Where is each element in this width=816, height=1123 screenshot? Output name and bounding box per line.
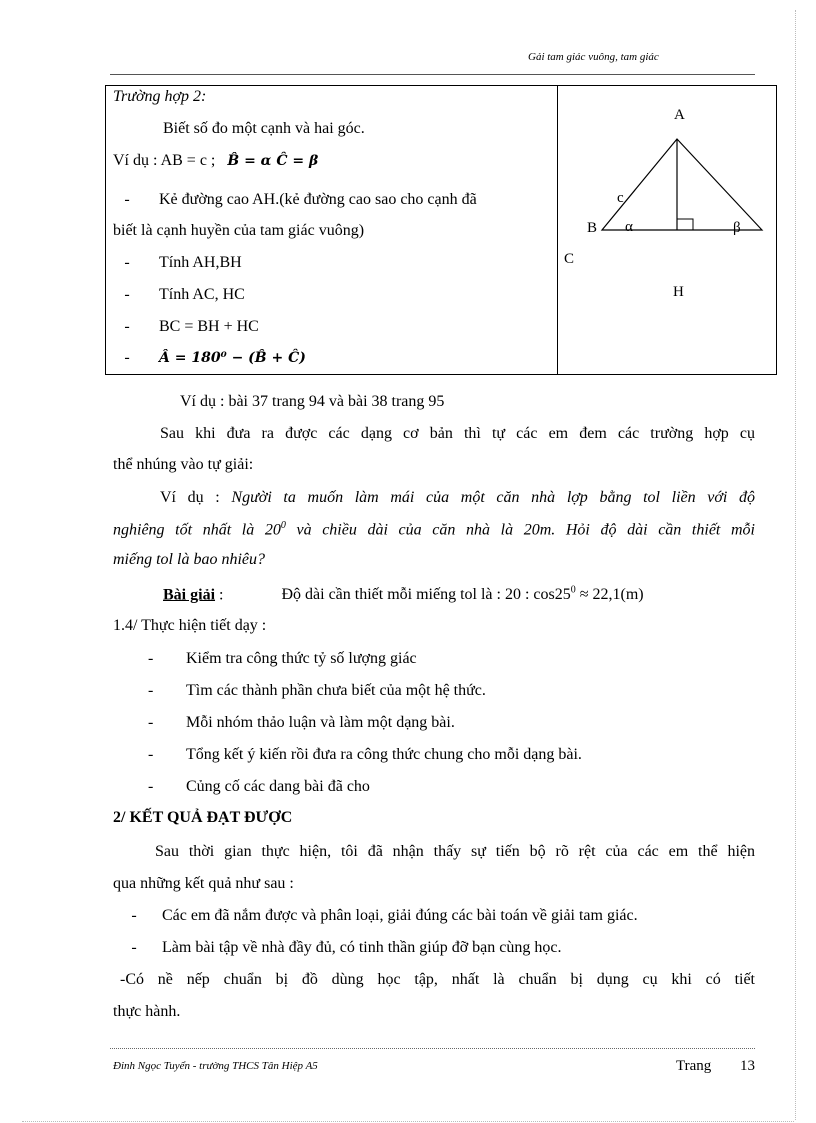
list-2-item-1-text: Các em đã nắm được và phân loại, giải đúng các bài toán về giải tam giác.: [162, 907, 638, 924]
solution-line: [163, 585, 644, 604]
dash-bullet: -: [148, 650, 154, 667]
label-alpha: α: [625, 219, 633, 235]
list-1-4-item-4-text: Tổng kết ý kiến rồi đưa ra công thức chung cho mỗi dạng bài.: [186, 746, 582, 763]
case-step-1-text: Kẻ đường cao AH.(kẻ đường cao sao cho cạnh đã: [159, 191, 477, 208]
list-2-item-3-cont: thực hành.: [113, 1003, 181, 1020]
right-angle-mark: [677, 219, 693, 230]
case-intro: Biết số đo một cạnh và hai góc.: [163, 120, 365, 137]
triangle-figure: [557, 86, 775, 374]
list-1-4-item-2-text: Tìm các thành phần chưa biết của một hệ thức.: [186, 682, 486, 699]
case-example-text: Ví dụ : AB = c ;: [113, 152, 216, 169]
dash-bullet: -: [131, 907, 137, 924]
example-line-2-b: và chiều dài của căn nhà là 20m. Hỏi độ dài cần thiết mỗi: [285, 521, 756, 539]
list-2-item-3-text: Có nề nếp chuẩn bị đồ dùng học tập, nhất là chuẩn bị dụng cụ khi có tiết: [125, 971, 755, 988]
degree-sup: 0: [280, 520, 286, 531]
solution-text: [281, 586, 643, 603]
paragraph-2-line-2: qua những kết quả như sau :: [113, 875, 294, 892]
label-b: B: [587, 220, 598, 236]
label-c: C: [564, 251, 575, 267]
case-step-4: [113, 318, 259, 336]
case-example-formula: B̂ = α Ĉ = β: [227, 153, 319, 169]
section-2-heading: 2/ KẾT QUẢ ĐẠT ĐƯỢC: [113, 809, 293, 826]
case-step-4-text: BC = BH + HC: [159, 318, 259, 335]
list-2-item-2-text: Làm bài tập về nhà đầy đủ, có tinh thần giúp đỡ bạn cùng học.: [162, 939, 562, 956]
solution-text-b: ≈ 22,1(m): [575, 586, 644, 604]
case-heading: Trường hợp 2:: [113, 88, 207, 105]
solution-text-a: Độ dài cần thiết mỗi miếng tol là : 20 : cos25: [281, 586, 571, 604]
example-reference: Ví dụ : bài 37 trang 94 và bài 38 trang 95: [180, 393, 445, 410]
footer-author: Đinh Ngọc Tuyển - trường THCS Tân Hiệp A5: [113, 1060, 318, 1072]
case-step-1-cont: biết là cạnh huyền của tam giác vuông): [113, 222, 365, 239]
footer-page-label: Trang: [676, 1058, 712, 1074]
footer-rule: [110, 1048, 755, 1049]
case-step-5: [113, 349, 306, 367]
page-border-bottom: [22, 1121, 794, 1122]
footer-page-number: 13: [740, 1058, 755, 1074]
case-step-3-text: Tính AC, HC: [159, 286, 245, 303]
triangle-abc: [602, 139, 762, 230]
example-line-2-a: nghiêng tốt nhất là 20: [113, 521, 281, 539]
list-2-item-3: [120, 971, 755, 989]
label-beta: β: [733, 220, 741, 236]
list-1-4-item-2: [148, 682, 486, 700]
dash-bullet: -: [124, 191, 130, 208]
case-step-2: [113, 254, 242, 272]
case-example: [113, 152, 318, 170]
header-title: Gải tam giác vuông, tam giác: [528, 51, 659, 63]
dash-bullet: -: [124, 254, 130, 271]
label-c-side: c: [617, 190, 624, 206]
dash-bullet: -: [131, 939, 137, 956]
dash-bullet: -: [148, 778, 154, 795]
dash-bullet: -: [124, 318, 130, 335]
list-1-4-item-3: [148, 714, 455, 732]
dash-bullet: -: [124, 286, 130, 303]
list-1-4-item-5-text: Củng cố các dang bài đã cho: [186, 778, 370, 795]
list-1-4-item-1: [148, 650, 417, 668]
list-1-4-item-1-text: Kiểm tra công thức tỷ số lượng giác: [186, 650, 417, 667]
header-rule: [110, 74, 755, 75]
example-line-1-text: Người ta muốn làm mái của một căn nhà lợp bằng tol liền với độ: [231, 489, 756, 506]
list-2-item-2: [120, 939, 561, 957]
page-border-right: [795, 10, 796, 1120]
label-h: H: [673, 284, 684, 300]
example-line-2: [113, 520, 755, 539]
case-step-1: [113, 191, 477, 209]
dash-bullet: -: [148, 746, 154, 763]
example-line-3: miếng tol là bao nhiêu?: [113, 551, 265, 568]
solution-label: Bài giải: [163, 586, 216, 604]
paragraph-1-line-1: Sau khi đưa ra được các dạng cơ bản thì tự các em đem các trường hợp cụ: [160, 425, 755, 442]
solution-degree: 0: [570, 585, 576, 596]
list-2-item-1: [120, 907, 638, 925]
example-label: Ví dụ :: [160, 489, 220, 506]
case-step-2-text: Tính AH,BH: [159, 254, 242, 271]
label-a: A: [674, 107, 685, 123]
list-2-item-3-dash: -: [120, 971, 126, 988]
dash-bullet: -: [148, 714, 154, 731]
list-1-4-item-3-text: Mỗi nhóm thảo luận và làm một dạng bài.: [186, 714, 455, 731]
list-1-4-item-5: [148, 778, 370, 796]
dash-bullet: -: [124, 349, 130, 366]
case-step-5-formula: Â = 180⁰ − (B̂ + Ĉ): [159, 350, 306, 366]
list-1-4-item-4: [148, 746, 582, 764]
section-1-4-heading: 1.4/ Thực hiện tiết dạy :: [113, 617, 267, 634]
dash-bullet: -: [148, 682, 154, 699]
paragraph-2-line-1: Sau thời gian thực hiện, tôi đã nhận thấy sự tiến bộ rõ rệt của các em thể hiện: [155, 843, 755, 860]
solution-colon: :: [215, 586, 224, 604]
example-line-1: [160, 489, 755, 507]
case-step-3: [113, 286, 245, 304]
paragraph-1-line-2: thể nhúng vào tự giải:: [113, 456, 254, 473]
